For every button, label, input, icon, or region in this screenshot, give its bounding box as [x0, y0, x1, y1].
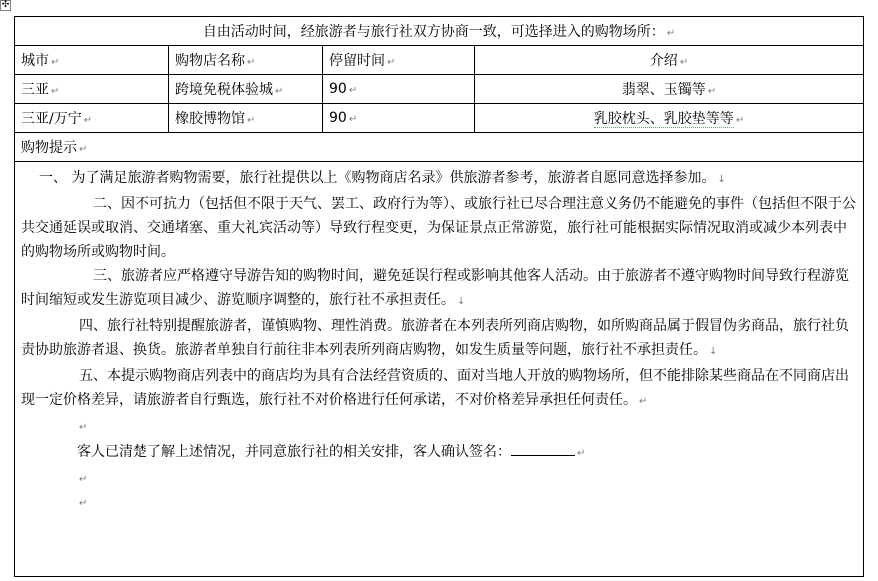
shopping-table	[14, 16, 864, 577]
note-paragraph-2: 二、因不可抗力（包括但不限于天气、罢工、政府行为等）、或旅行社已尽合理注意义务仍不能避免的事件（包括但不限于公共交通延误或取消、交通堵塞、重大礼宾活动等）导致行程变更，为保证景点正常游览，旅行社可能根据实际情况取消或减少本列表中的购物场所或购物时间。	[21, 196, 856, 260]
tips-label: 购物提示 ↵	[15, 133, 864, 162]
confirm-line: 客人已清楚了解上述情况，并同意旅行社的相关安排，客人确认签名： ↵	[21, 440, 857, 466]
notes-cell	[15, 162, 864, 577]
empty-line: ↵	[79, 498, 88, 509]
cell-store: 跨境免税体验城 ↵	[169, 75, 323, 104]
header-duration: 停留时间 ↵	[323, 46, 475, 75]
note-paragraph-5: 五、本提示购物商店列表中的商店均为具有合法经营资质的、面对当地人开放的购物场所，但不能排除某些商品在不同商店出现一定价格差异，请旅游者自行甄选，旅行社不对价格进行任何承诺，不对价格差异承担任何责任。 ↵	[21, 368, 849, 408]
cell-duration: 90 ↵	[323, 104, 475, 133]
note-paragraph-4: 四、旅行社特别提醒旅游者，谨慎购物、理性消费。旅游者在本列表所列商店购物，如所购商品属于假冒伪劣商品，旅行社负责协助旅游者退、换货。旅游者单独自行前往非本列表所列商店购物，如发生质量等问题，旅行社不承担责任。 ↓	[21, 318, 849, 358]
cell-store: 橡胶博物馆 ↵	[169, 104, 323, 133]
note-paragraph-1: 一、 为了满足旅游者购物需要，旅行社提供以上《购物商店名录》供旅游者参考，旅游者自愿同意选择参加。 ↓	[39, 170, 726, 186]
cell-duration: 90 ↵	[323, 75, 475, 104]
table-move-handle-icon[interactable]: ✣	[1, 0, 10, 10]
header-store: 购物店名称 ↵	[169, 46, 323, 75]
cell-intro: 翡翠、玉镯等 ↵	[475, 75, 864, 104]
cell-city: 三亚 ↵	[15, 75, 169, 104]
cell-city: 三亚/万宁 ↵	[15, 104, 169, 133]
tips-row	[15, 133, 864, 162]
notes-row	[15, 162, 864, 577]
table-title: 自由活动时间，经旅游者与旅行社双方协商一致，可选择进入的购物场所： ↵	[15, 17, 864, 46]
header-city: 城市 ↵	[15, 46, 169, 75]
title-row	[15, 17, 864, 46]
table-row	[15, 104, 864, 133]
header-intro: 介绍 ↵	[475, 46, 864, 75]
empty-line: ↵	[79, 474, 88, 485]
empty-line: ↵	[79, 422, 88, 433]
table-row	[15, 75, 864, 104]
header-row	[15, 46, 864, 75]
signature-blank[interactable]	[511, 441, 575, 456]
note-paragraph-3: 三、旅游者应严格遵守导游告知的购物时间，避免延误行程或影响其他客人活动。由于旅游者不遵守购物时间导致行程游览时间缩短或发生游览项目减少、游览顺序调整的，旅行社不承担责任。 ↓	[21, 268, 849, 308]
cell-intro: 乳胶枕头、乳胶垫等等 ↵	[475, 104, 864, 133]
